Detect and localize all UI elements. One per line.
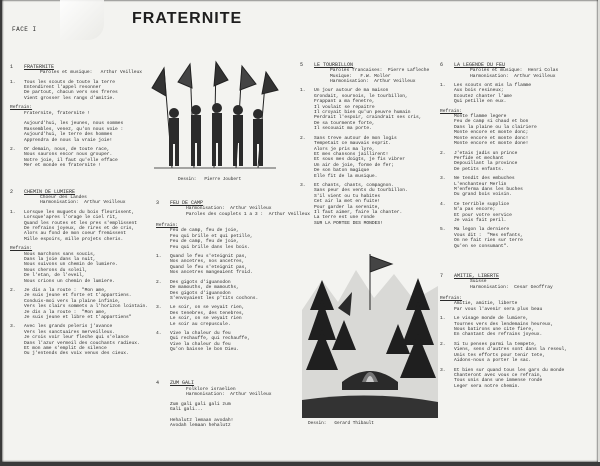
song-title: LA LEGENDE DU FEU — [454, 61, 506, 68]
lyric-line: Des tenebres, des tenebres, — [170, 310, 245, 316]
song-block — [300, 63, 440, 226]
page-title: FRATERNITE — [132, 10, 243, 27]
lyric-line: De partout, chacun vers ses freres — [24, 90, 118, 96]
lyric-line: Notre joie, il faut qu'elle efface — [24, 157, 118, 163]
song-credit: Harmonisation: Arthur Veilleux — [186, 392, 272, 398]
verse-number: 4. — [440, 201, 446, 207]
lyric-line: Vers les sanctuaires merveilleux. — [24, 329, 115, 335]
verse-number: 5. — [440, 227, 446, 233]
lyric-line: Depouillant la province — [454, 161, 518, 167]
column-1 — [10, 50, 150, 372]
song-credit: Harmonisation: Cesar Geoffray — [470, 284, 553, 290]
column-3 — [300, 48, 440, 241]
lyric-line: Il croyait bien qu'un peuvre humain — [314, 110, 411, 116]
lyric-line: Aidons-nous a porter le sac. — [454, 358, 532, 364]
lyric-line: Zum gali gali gali zum — [170, 401, 231, 407]
song-block — [440, 274, 590, 389]
lyric-line: Gali gali... — [170, 407, 204, 412]
lyric-line: Sans treve autour de mon logis — [314, 135, 397, 141]
song-credit: Harmonisation: Arthur Veilleux — [330, 79, 416, 85]
lyric-line: Vive la chaleur du feu — [170, 341, 231, 347]
song-title: LE TOURBILLON — [314, 61, 354, 68]
lyric-line: Par vous l'avenir sera plus beau — [454, 306, 543, 312]
lyric-line: De son baton magique — [314, 168, 370, 174]
verse — [10, 147, 150, 169]
lyric-line: Et bien sur quand tous les gars du monde — [454, 367, 565, 373]
lyric-line: S'envoyaient les p'tits cochons. — [170, 295, 259, 301]
verse — [10, 324, 150, 356]
lyric-line: Ou j'entends des voix venus des cieux. — [24, 351, 129, 357]
song-credit: Paroles francaises: Pierre Lafleche — [330, 68, 430, 74]
lyric-line: Nous marchons sans soucis, — [24, 251, 96, 257]
verse — [440, 83, 590, 105]
lyric-line: Il secouait ma porte. — [314, 126, 372, 132]
lyric-line: Lorsque'apres l'orage le ciel rit, — [24, 215, 118, 221]
lyric-line: Nous batirons une cite fiere, — [454, 327, 534, 333]
lyric-line: Tous les scouts de toute la terre — [24, 79, 115, 85]
lyric-line: Monte flamme legere — [454, 114, 507, 120]
verse — [300, 136, 440, 179]
verse-number: 1. — [440, 83, 446, 89]
lyric-line: Et mes chansons jaillirent! — [314, 151, 389, 157]
lyric-line: Mille espoirs, mille projets cheris. — [24, 236, 124, 242]
lyric-line: Je suis jeune et forte et t'appartiens. — [24, 293, 132, 299]
verse-number: 2. — [156, 279, 162, 285]
verse-number: 1. — [10, 79, 16, 85]
song-block — [440, 63, 590, 249]
verse-number: 2. — [10, 147, 16, 153]
lyric-line: Quand le feu s'eteignit pas, — [170, 254, 248, 260]
verse-number: 1. — [300, 88, 306, 94]
lyric-line: Viens, sens d'autres sont dans la reseul, — [454, 347, 568, 353]
lyric-line: Les scouts ont mis la flamme — [454, 83, 532, 89]
lyric-line: M'enferma dans les buches — [454, 186, 523, 192]
lyric-line: Et sous mes doigts, je fis vibrer — [314, 157, 405, 163]
verse-number — [440, 301, 454, 312]
lyric-line: On ne fait rien sur terre — [454, 238, 523, 244]
verse-number: 2. — [10, 288, 16, 294]
verse-number: 4. — [156, 330, 162, 336]
refrain-label: Refrain: — [10, 246, 33, 252]
lyric-line: Frappant a ma fenetre, — [314, 99, 375, 105]
verse-number: 3. — [156, 305, 162, 311]
verse-number: 2. — [300, 135, 306, 141]
verse — [156, 305, 296, 327]
lyric-line: Sans peur des vents du tourbillon. — [314, 188, 408, 194]
lyric-line: Nous suivons un chemin de lumiere. — [24, 262, 118, 268]
lyric-line: Dans l'azur vermeil des couchants radieux. — [24, 340, 140, 346]
lyric-line: Je suis jeune et libre et t'appartiens" — [24, 315, 132, 321]
song-block — [156, 381, 296, 428]
lyric-line: Avodah lemaan hehalutz — [170, 423, 231, 429]
lyric-line: Feu de camp, feu de joie, — [170, 228, 239, 234]
verse-number: 3. — [440, 367, 446, 373]
verse — [440, 151, 590, 173]
verse-number — [440, 114, 454, 146]
lyric-line: Monte encore et monte donc; — [454, 130, 529, 136]
lyric-line: Or demain, nous, de toute race, — [24, 147, 110, 153]
song-number: 6 — [440, 61, 444, 68]
verse — [10, 111, 150, 143]
lyric-line: Tous unis dans une immense ronde — [454, 378, 543, 384]
song-number: 7 — [440, 272, 444, 279]
verse — [440, 227, 590, 249]
lyric-line: Qu'on baisse le bon Dieu. — [170, 347, 239, 353]
lyric-line: Conduis-moi vers la plaine infinie, — [24, 298, 121, 304]
song-credit: Paroles des couplets 1 a 3 : Arthur Veilleux — [186, 211, 311, 217]
lyric-line: L'enchanteur Merlin — [454, 181, 507, 187]
verse — [440, 368, 590, 390]
lyric-line: Mer et monde en fraternite ! — [24, 163, 102, 169]
lyric-line: Entendirent l'appel resonner — [24, 85, 102, 91]
lyric-line: Alors je pris ma lyre, — [314, 146, 375, 152]
lyric-line: Tournes vers des lendemains heureux, — [454, 321, 554, 327]
verse — [440, 202, 590, 224]
folded-corner — [60, 0, 104, 40]
lyric-line: Feu de camp si chaud et bon — [454, 119, 529, 125]
song-block — [10, 65, 150, 169]
lyric-line: Le soir, on se veyait rien — [170, 316, 242, 322]
song-credit: Choeur des Landes — [40, 194, 87, 200]
lyric-line: Tempetait ce mauvais esprit. — [314, 141, 392, 147]
face-label: FACE I — [12, 26, 37, 33]
lyric-line: Lorsque les muguets du bois fleurissent, — [24, 209, 135, 215]
song-number: 5 — [300, 61, 304, 68]
lyric-line: Des gigots d'iguanodon — [170, 279, 231, 285]
verse — [156, 402, 296, 429]
verse — [156, 331, 296, 353]
lyric-line: Le visage monde de lumiere, — [454, 316, 529, 322]
lyric-line: Rassembles, venez, qu'on nous voie : — [24, 126, 124, 132]
refrain-label: Refrain: — [10, 105, 33, 111]
lyric-line: Alors au fond de mon coeur fremissent — [24, 231, 126, 237]
lyric-line: Qu'en se consumant". — [454, 243, 510, 249]
lyric-line: Vous dit : "Mes enfants, — [454, 232, 523, 238]
song-credit: Harmonisation: Arthur Veilleux — [40, 200, 126, 206]
verse-number: 3. — [440, 176, 446, 182]
lyric-line: J'etais jadis un prince — [454, 150, 518, 156]
column-2 — [156, 186, 311, 443]
song-credit: Musique: F.W. Moller — [330, 73, 391, 79]
lyric-line: Vers les clairs sommets a l'horizon lointain. — [24, 304, 149, 310]
lyric-line: Nos ancetres mangeaient froid. — [170, 270, 253, 276]
lyric-line: Le soir au crepuscule. — [170, 321, 231, 327]
lyric-line: Monte encore et monte donc! — [454, 135, 529, 141]
refrain-label: Refrain: — [156, 223, 179, 229]
illustration-credit-2: Dessin: Gerard Thibault — [308, 421, 374, 426]
lyric-line: Dans la joie dans la nuit, — [24, 256, 96, 262]
lyric-line: Je dis a la route : "Mon ame, — [24, 309, 107, 315]
lyric-line: S'il vient ou tu habites — [314, 193, 381, 199]
lyric-line: Unis tes efforts pour tenir tete, — [454, 352, 545, 358]
verse-number — [10, 252, 24, 284]
song-credit: Paroles et musique: Henri Colas — [470, 68, 559, 74]
verse-number: 1. — [440, 316, 446, 322]
lyric-line: Je crois voir leur fleche qui s'elance — [24, 335, 129, 341]
lyric-line: Il voulait se repaitre — [314, 104, 375, 110]
lyric-line: Ce terrible supplice — [454, 201, 510, 207]
lyric-line: Et mon ame s'emplit de silence — [24, 346, 107, 352]
campfire-forest-illustration — [302, 250, 438, 418]
refrain-label: Refrain: — [440, 296, 463, 302]
lyric-line: Il faut aimer, faire la chanter. — [314, 209, 403, 215]
illustration-credit: Dessin: Pierre Joubert — [178, 177, 242, 182]
lyric-line: Je dis a la route : "Mon ame, — [24, 288, 107, 294]
verse — [10, 288, 150, 320]
lyric-line: Fraternite, fraternite ! — [24, 110, 91, 116]
verse-number: 3. — [300, 182, 306, 188]
lyric-line: Des gigots d'iguanodon — [170, 290, 231, 296]
lyric-line: Perfide et mechant — [454, 155, 504, 161]
song-block — [10, 190, 150, 357]
song-title: AMITIE, LIBERTE — [454, 272, 500, 279]
lyric-line: Feu qui brille et qui petille, — [170, 233, 253, 239]
lyric-line: Le soir, on se veyait rien, — [170, 305, 245, 311]
lyric-line: Chanteront avec vous ce refrain, — [454, 372, 543, 378]
song-number: 3 — [156, 199, 160, 206]
verse — [300, 88, 440, 131]
lyric-line: SUR LA PORTEE DES MONDES! — [314, 220, 383, 226]
lyric-line: Si tu penses parmi la tempete, — [454, 341, 537, 347]
song-sheet — [2, 0, 600, 462]
song-credit: Folklore israelien — [186, 386, 236, 392]
lyric-line: Feu de camp, feu de joie, — [170, 239, 239, 245]
verse — [156, 228, 296, 250]
lyric-line: Nous saurons encor nous grouper. — [24, 152, 113, 158]
verse-number: 2. — [440, 341, 446, 347]
song-title: CHEMIN DE LUMIERE — [24, 188, 76, 195]
lyric-line: Cet air la met en fuite! — [314, 199, 381, 205]
song-title: ZUM GALI — [170, 380, 195, 387]
verse — [10, 252, 150, 284]
lyric-line: Elle fit de la musique. — [314, 173, 378, 179]
song-number: 2 — [10, 188, 14, 195]
song-number: 4 — [156, 380, 160, 387]
verse-number — [156, 228, 170, 250]
verse-number: 3. — [10, 324, 16, 330]
lyric-line: En chantant des refrains joyeux. — [454, 332, 543, 338]
lyric-line: Qui petille en eux. — [454, 99, 507, 105]
verse-number: 1. — [156, 254, 162, 260]
column-4 — [440, 48, 590, 404]
verse-number — [10, 111, 24, 143]
lyric-line: Vient grosser les rangs d'amitie. — [24, 95, 115, 101]
verse — [440, 114, 590, 146]
lyric-line: Apprendra de nous la vraie joie! — [24, 137, 113, 143]
verse-number — [156, 402, 170, 429]
lyric-line: Perdrait l'espoir, craindrait ses cris, — [314, 115, 422, 121]
lyric-line: De l'etan, de l'eveil, — [24, 273, 85, 279]
lyric-line: Leger sera notre chemin. — [454, 383, 521, 389]
verse — [300, 183, 440, 226]
lyric-line: Et chants, chants, compagnon. — [314, 182, 394, 188]
lyric-line: Feu qui brille dans les bois. — [170, 244, 250, 250]
song-credit: Harmonisation: Arthur Veilleux — [186, 206, 272, 212]
song-number: 1 — [10, 63, 14, 70]
lyric-line: Nous crions un chemin de lumiere. — [24, 278, 115, 284]
lyric-line: Aux bois resineux; — [454, 88, 504, 94]
verse — [10, 80, 150, 102]
lyric-line: Dans la plaine ou la clairiere — [454, 124, 537, 130]
lyric-line: Aujourd'hui, le terre des hommes — [24, 132, 113, 138]
lyric-line: Avec les grands peleris j'avance — [24, 324, 113, 330]
song-credit: Suisse — [470, 279, 487, 285]
lyric-line: De sa tourmente forte, — [314, 120, 375, 126]
lyric-line: Grondait, sournois, le tourbillon, — [314, 93, 408, 99]
song-title: FRATERNITE — [24, 63, 55, 70]
song-credit: Harmonisation: Arthur Veilleux — [470, 73, 556, 79]
verse — [10, 210, 150, 242]
refrain-label: Refrain: — [440, 108, 463, 114]
verse — [440, 301, 590, 312]
lyric-line: La terre est une ronde — [314, 215, 375, 221]
lyric-line: Ne tendit des embuches — [454, 176, 515, 182]
verse-number: 2. — [440, 150, 446, 156]
lyric-line: Ma legon la derniere — [454, 227, 510, 233]
lyric-line: De petits enfants. — [454, 166, 504, 172]
lyric-line: Nous cherons du soleil, — [24, 267, 88, 273]
song-title: FEU DE CAMP — [170, 199, 204, 206]
lyric-line: Vive la chaleur du feu — [170, 330, 231, 336]
song-credit: Paroles et musique: Arthur Veilleux — [40, 70, 142, 76]
verse — [440, 316, 590, 338]
lyric-line: Qui rechauffe, qui rechauffe, — [170, 336, 250, 342]
lyric-line: Pour garder la serenite, — [314, 204, 381, 210]
lyric-line: De refrains joyeux, de rires et de cris, — [24, 225, 135, 231]
lyric-line: Hehalutz lemaan avodah! — [170, 417, 234, 423]
lyric-line: De mamouths, de mamouths, — [170, 285, 239, 291]
lyric-line: Quand le feu s'eteignit pas, — [170, 264, 248, 270]
verse — [156, 254, 296, 276]
lyric-line: Et pour votre service — [454, 212, 512, 218]
lyric-line: Un air de joie, forme de fer; — [314, 162, 394, 168]
lyric-line: Quand les routes et les pres s'emplissent — [24, 220, 138, 226]
lyric-line: Monte encore et monte done! — [454, 141, 529, 147]
lyric-line: Du grand bois voisin. — [454, 192, 512, 198]
scouts-with-flags-illustration — [150, 58, 280, 176]
verse — [440, 342, 590, 364]
verse — [440, 176, 590, 198]
lyric-line: Amitie, amitie, liberte — [454, 301, 518, 307]
lyric-line: Je vais fait peril. — [454, 217, 507, 223]
lyric-line: Aujourd'hui, les jeunes, nous sommes — [24, 121, 124, 127]
lyric-line: N'a pas encore; — [454, 207, 496, 213]
verse — [156, 280, 296, 302]
verse-number: 1. — [10, 209, 16, 215]
lyric-line: Ecoutez chanter l'ame — [454, 93, 512, 99]
lyric-line: Nos ancetres, nos ancetres, — [170, 259, 245, 265]
lyric-line: Un jour autour de ma maison — [314, 88, 389, 94]
song-block — [156, 199, 311, 353]
